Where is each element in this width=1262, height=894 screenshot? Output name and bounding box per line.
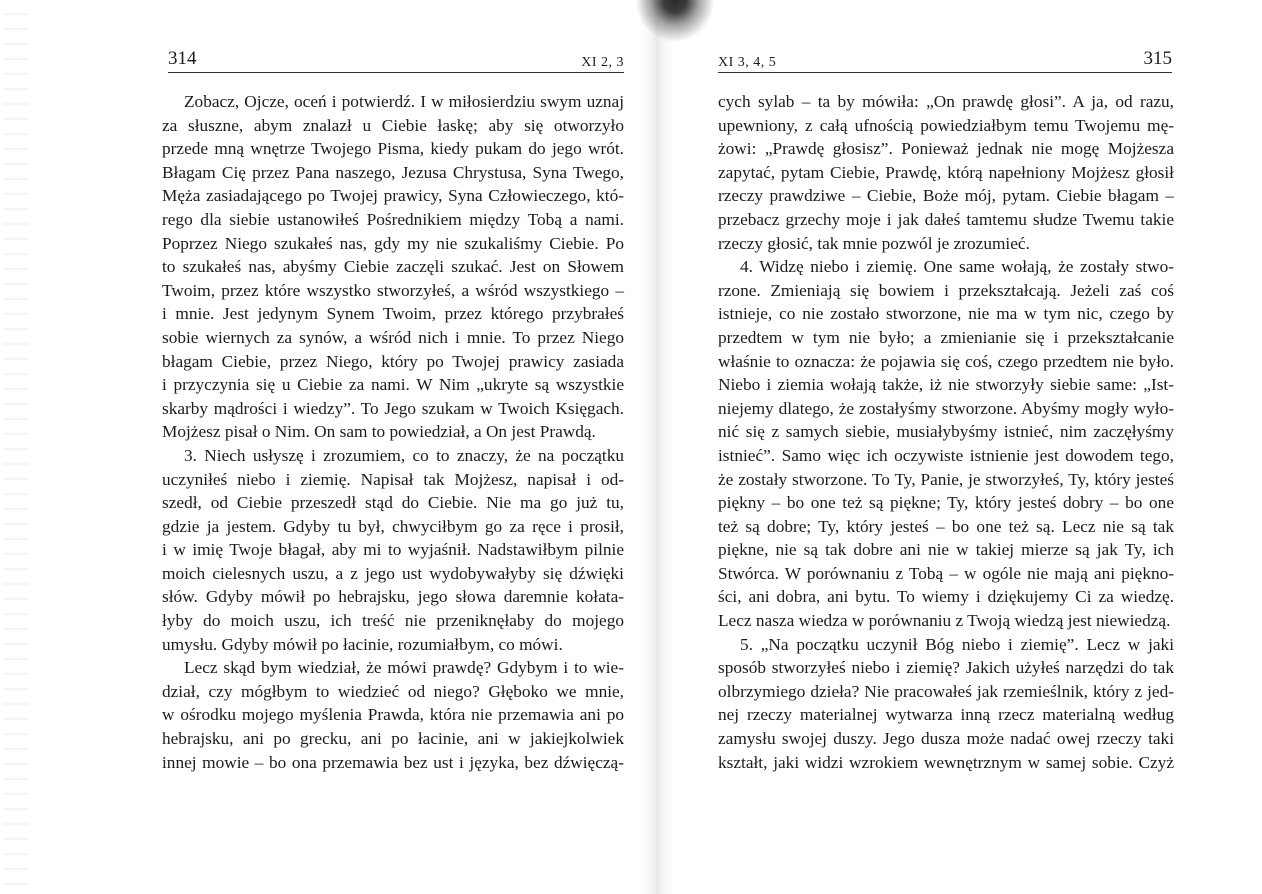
text-line: sobie wiernych za synów, a wśród nich i mnie. To przez Niego	[162, 327, 624, 347]
text-line: Zobacz, Ojcze, oceń i potwierdź. I w miłosierdziu swym uznaj	[184, 92, 624, 111]
text-line: przedtem w tym nie było; a zmienianie się i przekształcanie	[718, 327, 1174, 347]
text-line: niejemy dlatego, że zostałyśmy stworzone. Abyśmy mogły wyło-	[718, 398, 1174, 418]
right-page-number: 315	[1143, 48, 1172, 69]
text-line: Męża zasiadającego po Twojej prawicy, Syna Człowieczego, któ-	[162, 186, 624, 206]
text-line: dział, czy mógłbym to wiedzieć od niego? Głęboko we mnie,	[162, 681, 624, 701]
text-line: olbrzymiego dzieła? Nie pracowałeś jak rzemieślnik, który z jed-	[718, 681, 1174, 701]
text-line: cych sylab – ta by mówiła: „On prawdę głosi”. A ja, od razu,	[718, 92, 1174, 111]
book-gutter	[640, 0, 674, 894]
left-section-ref: XI 2, 3	[581, 55, 624, 70]
text-line: zapytać, pytam Ciebie, Prawdę, którą napełniony Mojżesz głosił	[718, 162, 1174, 182]
text-line: moich cielesnych uszu, a z jego ust wydobywałyby się dźwięki	[162, 563, 624, 583]
text-line: przebacz grzechy moje i jak dałeś tamtemu słudze Twemu takie	[718, 209, 1174, 229]
text-line: nić się z samych siebie, musiałybyśmy istnieć, nim zaczęłyśmy	[718, 422, 1174, 442]
text-line: i mnie. Jest jedynym Synem Twoim, przez którego przybrałeś	[162, 304, 624, 324]
text-line: rzone. Zmieniają się bowiem i przekształcają. Jeżeli zaś coś	[718, 280, 1174, 300]
text-line: Poprzez Niego szukałeś nas, gdy my nie szukaliśmy Ciebie. Po	[162, 233, 624, 253]
text-line: 3. Niech usłyszę i zrozumiem, co to znaczy, że na początku	[184, 445, 624, 465]
text-line: Stwórca. W porównaniu z Tobą – w ogóle nie mają ani piękno-	[718, 563, 1174, 583]
text-line: 4. Widzę niebo i ziemię. One same wołają, że zostały stwo-	[740, 257, 1174, 277]
text-line: właśnie to oznacza: że pojawia się coś, czego przedtem nie było.	[718, 351, 1174, 371]
text-line: ści, ani dobra, ani bytu. To wiemy i dziękujemy Ci za wiedzę.	[718, 587, 1174, 607]
text-line: Lecz skąd bym wiedział, że mówi prawdę? Gdybym i to wie-	[184, 658, 624, 678]
text-line: to szukałeś nas, abyśmy Ciebie zaczęli szukać. Jest on Słowem	[162, 257, 624, 277]
text-line: gdzie ja jestem. Gdyby tu był, chwyciłbym go za ręce i prosił,	[162, 516, 624, 536]
text-line: Niebo i ziemia wołają także, iż nie stworzyły siebie same: „Ist-	[718, 375, 1174, 395]
right-page	[672, 0, 1262, 894]
left-running-header	[168, 46, 624, 73]
text-line: łyby do moich uszu, ich treść nie przeniknęłaby do mojego	[162, 611, 624, 631]
text-line: rego dla siebie ustanowiłeś Pośrednikiem między Tobą a nami.	[162, 209, 624, 229]
text-line: Twoim, przez które wszystko stworzyłeś, a wśród wszystkiego –	[162, 280, 624, 300]
text-line: 5. „Na początku uczynił Bóg niebo i ziemię”. Lecz w jaki	[740, 634, 1174, 654]
text-line: Lecz nasza wiedza w porównaniu z Twoją wiedzą jest niewiedzą.	[718, 611, 1171, 631]
left-page-body-text	[162, 90, 624, 774]
text-line: uczyniłeś niebo i ziemię. Napisał tak Mojżesz, napisał i od-	[162, 469, 624, 489]
text-line: też są dobre; Ty, który jesteś – bo one też są. Lecz nie są tak	[718, 516, 1174, 536]
text-line: żowi: „Prawdę głosisz”. Ponieważ jednak nie mogę Mojżesza	[718, 139, 1174, 159]
text-line: i w imię Twoje błagał, aby mi to wyjaśnił. Nadstawiłbym pilnie	[162, 540, 624, 560]
text-line: i przyczynia się u Ciebie za nami. W Nim „ukryte są wszystkie	[162, 375, 624, 395]
right-section-ref: XI 3, 4, 5	[718, 55, 777, 70]
text-line: kształt, jaki widzi wzrokiem wewnętrznym w samej sobie. Czyż	[718, 752, 1174, 772]
text-line: piękne, nie są tak dobre ani nie w takiej mierze są jak Ty, ich	[718, 540, 1174, 560]
text-line: upewniony, z całą ufnością powiedziałbym temu Twojemu mę-	[718, 115, 1174, 135]
text-line: za słuszne, abym znalazł u Ciebie łaskę; aby się otworzyło	[162, 115, 624, 135]
text-line: umysłu. Gdyby mówił po łacinie, rozumiałbym, co mówi.	[162, 634, 563, 654]
left-page-number: 314	[168, 48, 197, 69]
text-line: piękny – bo one też są piękne; Ty, który jesteś dobry – bo one	[718, 493, 1174, 513]
text-line: rzeczy głosić, tak mnie pozwól je zrozumieć.	[718, 233, 1030, 253]
text-line: istnieć”. Samo więc ich oczywiste istnienie jest dowodem tego,	[718, 445, 1174, 465]
right-page-body-text	[718, 90, 1174, 774]
text-line: hebrajsku, ani po grecku, ani po łacinie, ani w jakiejkolwiek	[162, 729, 624, 749]
text-line: słów. Gdyby mówił po hebrajsku, jego słowa daremnie kołata-	[162, 587, 624, 607]
text-line: skarby mądrości i wiedzy”. To Jego szukam w Twoich Księgach.	[162, 398, 624, 418]
text-line: sposób stworzyłeś niebo i ziemię? Jakich użyłeś narzędzi do tak	[718, 658, 1174, 678]
text-line: błagam Ciebie, przez Niego, który po Twojej prawicy zasiada	[162, 351, 624, 371]
text-line: nej rzeczy materialnej wytwarza inną rzecz materialną według	[718, 705, 1174, 725]
text-line: Błagam Cię przez Pana naszego, Jezusa Chrystusa, Syna Twego,	[162, 162, 624, 182]
text-line: innej mowie – bo ona przemawia bez ust i języka, bez dźwięczą-	[162, 752, 624, 772]
right-running-header	[718, 46, 1172, 73]
text-line: szedł, od Ciebie przeszedł stąd do Ciebie. Nie ma go już tu,	[162, 493, 624, 513]
text-line: przede mną wnętrze Twojego Pisma, kiedy pukam do jego wrót.	[162, 139, 624, 159]
text-line: w ośrodku mojego myślenia Prawda, która nie przemawia ani po	[162, 705, 624, 725]
text-line: że zostały stworzone. To Ty, Panie, je stworzyłeś, Ty, który jesteś	[718, 469, 1174, 489]
text-line: Mojżesz pisał o Nim. On sam to powiedział, a On jest Prawdą.	[162, 422, 596, 442]
text-line: istnieje, co nie zostało stworzone, nie ma w tym nic, czego by	[718, 304, 1174, 324]
text-line: rzeczy prawdziwe – Ciebie, Boże mój, pytam. Ciebie błagam –	[718, 186, 1174, 206]
text-line: zamysłu swojej duszy. Jego dusza może nadać owej rzeczy taki	[718, 729, 1174, 749]
